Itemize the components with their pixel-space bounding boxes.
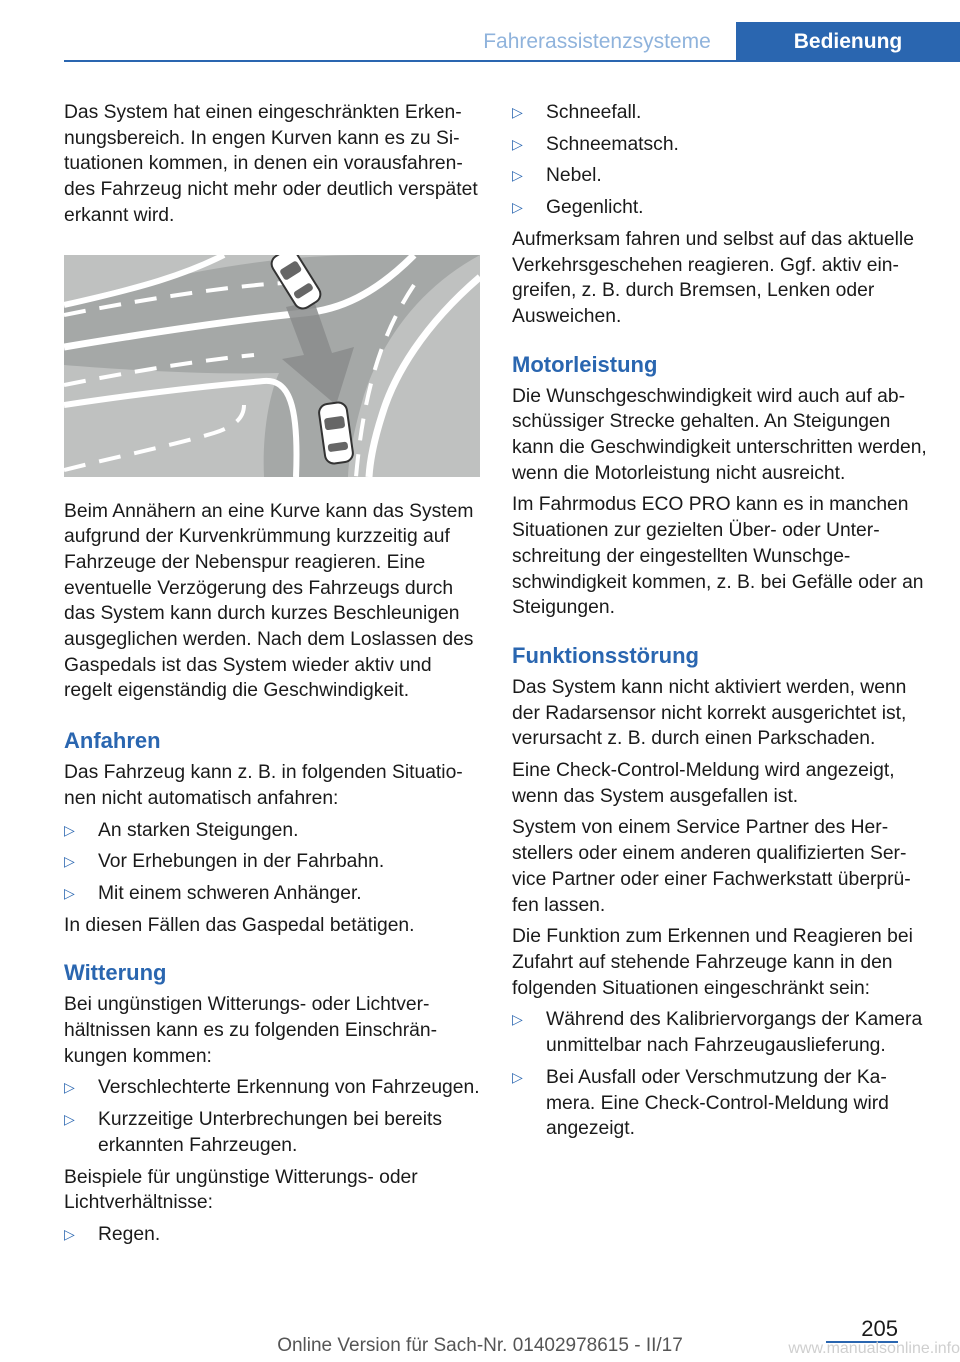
header-divider bbox=[64, 60, 960, 62]
funktionsstoerung-list bbox=[512, 1007, 928, 1142]
triangle-bullet-icon: ▷ bbox=[512, 1011, 523, 1028]
left-column bbox=[64, 100, 480, 1254]
triangle-bullet-icon: ▷ bbox=[64, 1111, 75, 1128]
anfahren-intro: Das Fahrzeug kann z. B. in folgenden Situationen nicht automatisch anfahren: bbox=[64, 762, 463, 809]
triangle-bullet-icon: ▷ bbox=[512, 167, 523, 184]
triangle-bullet-icon: ▷ bbox=[512, 199, 523, 216]
intro-paragraph: Das System hat einen eingeschränkten Erkennungsbereich. In engen Kurven kann es zu Situationen kommen, in denen ein vorausfahrendes Fahrzeug nicht mehr oder deutlich verspätet erkannt wird. bbox=[64, 102, 478, 226]
anfahren-outro: In diesen Fällen das Gaspedal betätigen. bbox=[64, 914, 415, 936]
header-section-title: Fahrerassistenzsysteme bbox=[483, 30, 711, 53]
list-item: ▷ Vor Erhebungen in der Fahrbahn. bbox=[64, 849, 480, 875]
page-number: 205 bbox=[861, 1316, 898, 1341]
list-item: ▷ Regen. bbox=[64, 1222, 480, 1248]
heading-funktionsstoerung: Funktionsstörung bbox=[512, 642, 699, 668]
witterung-list bbox=[64, 1075, 480, 1158]
online-version-note: Online Version für Sach-Nr. 01402978615 - II/17 bbox=[277, 1335, 683, 1356]
list-item: ▷ Nebel. bbox=[512, 163, 928, 189]
list-item: ▷ Gegenlicht. bbox=[512, 195, 928, 221]
attention-paragraph: Aufmerksam fahren und selbst auf das aktuelle Verkehrsgeschehen reagieren. Ggf. aktiv eingreifen, z. B. durch Bremsen, Lenken oder Ausweichen. bbox=[512, 228, 914, 327]
list-item: ▷ Kurzzeitige Unterbrechungen bei bereits erkannten Fahrzeugen. bbox=[64, 1109, 443, 1156]
list-item: ▷ Schneefall. bbox=[512, 100, 928, 126]
triangle-bullet-icon: ▷ bbox=[512, 104, 523, 120]
funktionsstoerung-p2: Eine Check-Control-Meldung wird angezeigt, wenn das System ausgefallen ist. bbox=[512, 760, 895, 807]
motorleistung-p2: Im Fahrmodus ECO PRO kann es in manchen Situationen zur gezielten Über- oder Unterschreitung der eingestellten Wunschgeschwindigkeit kommen, z. B. bei Gefälle oder an Steigungen. bbox=[512, 494, 924, 619]
list-item: ▷ Mit einem schweren Anhänger. bbox=[64, 881, 480, 907]
funktionsstoerung-p4: Die Funktion zum Erkennen und Reagieren bei Zufahrt auf stehende Fahrzeuge kann in den folgenden Situationen eingeschränkt sein: bbox=[512, 926, 913, 999]
heading-witterung: Witterung bbox=[64, 960, 167, 986]
heading-motorleistung: Motorleistung bbox=[512, 351, 658, 377]
list-item: ▷ Verschlechterte Erkennung von Fahrzeugen. bbox=[64, 1075, 480, 1101]
list-item: ▷ Schneematsch. bbox=[512, 132, 928, 158]
heading-anfahren: Anfahren bbox=[64, 728, 161, 754]
funktionsstoerung-p3: System von einem Service Partner des Herstellers oder einem anderen qualifizierten Service Partner oder einer Fachwerkstatt überprüfen lassen. bbox=[512, 817, 911, 916]
watermark: www.manualsonline.info bbox=[788, 1340, 960, 1357]
motorleistung-p1: Die Wunschgeschwindigkeit wird auch auf abschüssiger Strecke gehalten. An Steigungen kann die Geschwindigkeit unterschritten werden, wenn die Motorleistung nicht ausreicht. bbox=[512, 385, 927, 484]
funktionsstoerung-p1: Das System kann nicht aktiviert werden, wenn der Radarsensor nicht korrekt ausgerichtet ist, verursacht z. B. durch einen Parkschaden. bbox=[512, 676, 907, 750]
triangle-bullet-icon: ▷ bbox=[512, 1068, 523, 1085]
triangle-bullet-icon: ▷ bbox=[512, 135, 523, 152]
triangle-bullet-icon: ▷ bbox=[64, 853, 75, 870]
witterung-intro: Bei ungünstigen Witterungs- oder Lichtverhältnissen kann es zu folgenden Einschränkungen kommen: bbox=[64, 994, 438, 1067]
list-item: ▷ Während des Kalibriervorgangs der Kamera unmittelbar nach Fahrzeugauslieferung. bbox=[512, 1009, 923, 1057]
header-tab-bedienung: Bedienung bbox=[736, 22, 960, 62]
triangle-bullet-icon: ▷ bbox=[64, 821, 75, 838]
anfahren-list bbox=[64, 818, 480, 907]
curve-vehicle-diagram bbox=[64, 255, 480, 477]
list-item: ▷ Bei Ausfall oder Verschmutzung der Kamera. Eine Check-Control-Meldung wird angezeigt. bbox=[512, 1066, 889, 1140]
triangle-bullet-icon: ▷ bbox=[64, 1225, 75, 1242]
triangle-bullet-icon: ▷ bbox=[64, 884, 75, 901]
curve-paragraph: Beim Annähern an eine Kurve kann das System aufgrund der Kurvenkrümmung kurzzeitig auf Fahrzeuge der Nebenspur reagieren. Eine eventuelle Verzögerung des Fahrzeugs durch das System kann durch kurzes Beschleunigen ausgeglichen werden. Nach dem Loslassen des Gaspedals ist das System wieder aktiv und regelt eigenständig die Geschwindigkeit. bbox=[64, 500, 474, 702]
triangle-bullet-icon: ▷ bbox=[64, 1079, 75, 1096]
witterung-examples-intro: Beispiele für ungünstige Witterungs- oder Lichtverhältnisse: bbox=[64, 1166, 418, 1214]
witterung-examples-list bbox=[64, 1222, 480, 1248]
list-item: ▷ An starken Steigungen. bbox=[64, 818, 480, 844]
right-column bbox=[512, 100, 928, 1148]
weather-examples-list bbox=[512, 100, 928, 221]
